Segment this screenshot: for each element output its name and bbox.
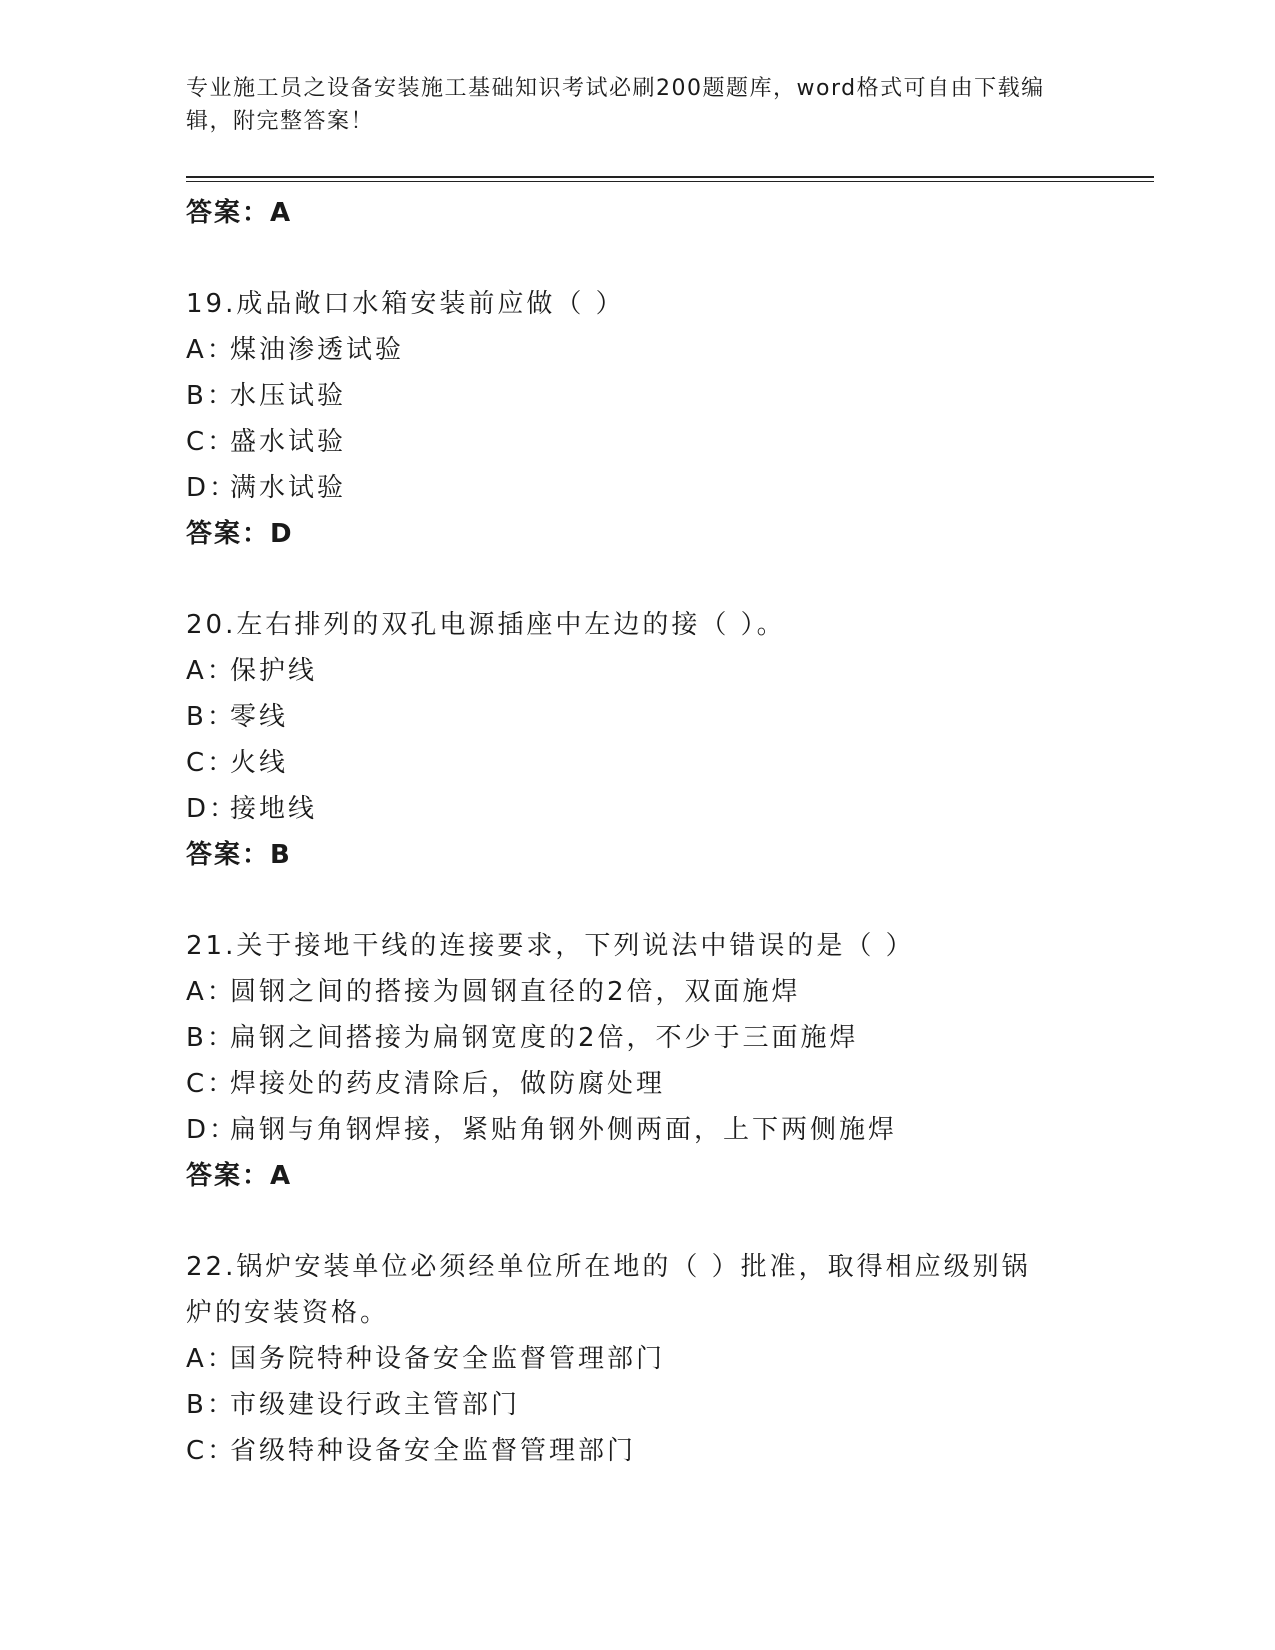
option-label: C： <box>186 427 237 457</box>
question-block-19 <box>186 281 1154 557</box>
option-label: B： <box>186 1390 236 1420</box>
question-block-22 <box>186 1244 1154 1474</box>
question-list <box>186 190 1154 1474</box>
option-c <box>186 740 1154 786</box>
spacer <box>186 557 1154 602</box>
option-label: A： <box>186 1344 236 1374</box>
option-label: D： <box>186 794 239 824</box>
question-text: 19.成品敞口水箱安装前应做（ ） <box>186 289 625 319</box>
option-label: C： <box>186 1436 237 1466</box>
question-block-20 <box>186 602 1154 878</box>
document-header: 专业施工员之设备安装施工基础知识考试必刷200题题库，word格式可自由下载编辑，附完整答案！ <box>186 76 1045 134</box>
option-d <box>186 786 1154 832</box>
option-label: B： <box>186 702 236 732</box>
option-text: 煤油渗透试验 <box>230 335 405 365</box>
option-text: 水压试验 <box>230 381 347 411</box>
option-text: 火线 <box>230 748 289 778</box>
option-c <box>186 419 1154 465</box>
answer-line: 答案：D <box>186 519 294 549</box>
header-rule-thick <box>186 176 1154 178</box>
answer-line: 答案：B <box>186 840 292 870</box>
option-text: 焊接处的药皮清除后，做防腐处理 <box>230 1069 666 1099</box>
spacer <box>186 878 1154 923</box>
option-text: 盛水试验 <box>230 427 347 457</box>
header-rule-thin <box>186 181 1154 182</box>
question-text: 22.锅炉安装单位必须经单位所在地的（ ）批准，取得相应级别锅炉的安装资格。 <box>186 1252 1031 1328</box>
option-a <box>186 648 1154 694</box>
option-d <box>186 1107 1154 1153</box>
option-text: 接地线 <box>230 794 318 824</box>
option-label: A： <box>186 335 236 365</box>
spacer <box>186 1199 1154 1244</box>
option-b <box>186 694 1154 740</box>
question-block-21 <box>186 923 1154 1199</box>
option-b <box>186 1015 1154 1061</box>
option-text: 保护线 <box>230 656 318 686</box>
spacer <box>186 236 1154 281</box>
option-label: B： <box>186 1023 236 1053</box>
option-text: 扁钢之间搭接为扁钢宽度的2倍，不少于三面施焊 <box>230 1023 859 1053</box>
option-label: A： <box>186 977 236 1007</box>
option-text: 扁钢与角钢焊接，紧贴角钢外侧两面，上下两侧施焊 <box>230 1115 898 1145</box>
option-text: 圆钢之间的搭接为圆钢直径的2倍，双面施焊 <box>230 977 801 1007</box>
option-label: C： <box>186 1069 237 1099</box>
option-a <box>186 1336 1154 1382</box>
question-text: 21.关于接地干线的连接要求，下列说法中错误的是（ ） <box>186 931 915 961</box>
option-text: 市级建设行政主管部门 <box>230 1390 521 1420</box>
option-text: 满水试验 <box>230 473 347 503</box>
option-text: 国务院特种设备安全监督管理部门 <box>230 1344 666 1374</box>
option-label: D： <box>186 1115 239 1145</box>
option-a <box>186 969 1154 1015</box>
option-text: 省级特种设备安全监督管理部门 <box>230 1436 637 1466</box>
option-b <box>186 373 1154 419</box>
option-d <box>186 465 1154 511</box>
option-label: A： <box>186 656 236 686</box>
option-label: D： <box>186 473 239 503</box>
answer-line: 答案：A <box>186 198 293 228</box>
option-b <box>186 1382 1154 1428</box>
answer-line: 答案：A <box>186 1161 293 1191</box>
option-c <box>186 1428 1154 1474</box>
question-text: 20.左右排列的双孔电源插座中左边的接（ ）。 <box>186 610 786 640</box>
option-text: 零线 <box>230 702 289 732</box>
option-c <box>186 1061 1154 1107</box>
option-label: B： <box>186 381 236 411</box>
option-label: C： <box>186 748 237 778</box>
option-a <box>186 327 1154 373</box>
